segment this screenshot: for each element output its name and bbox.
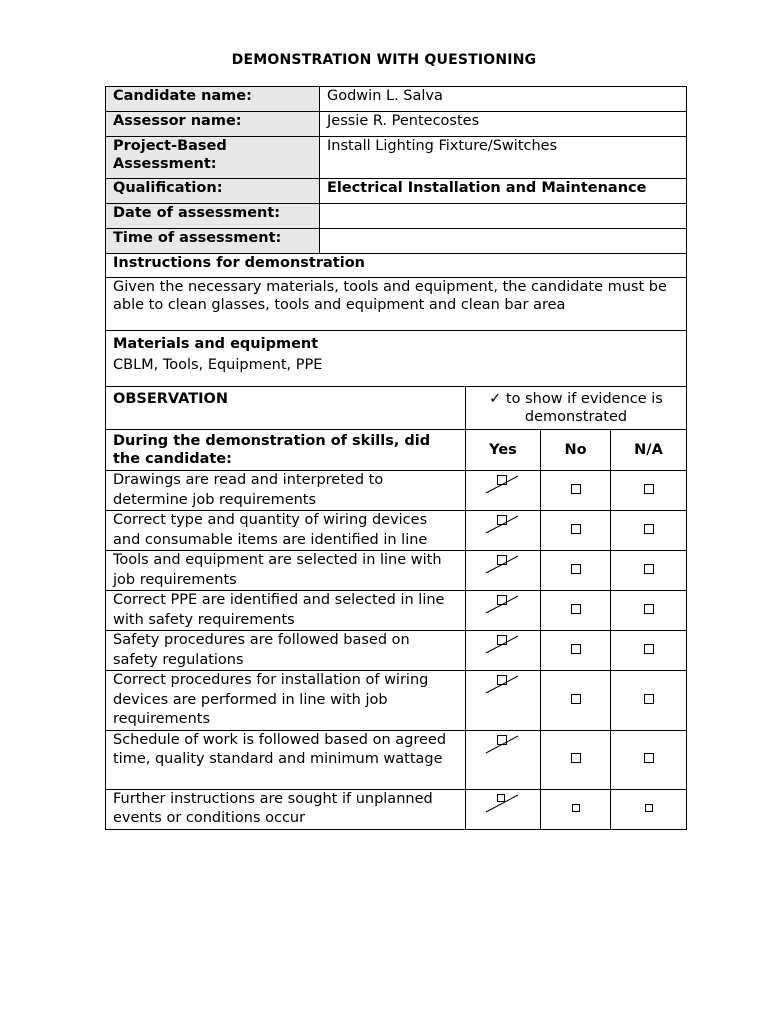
table-row xyxy=(106,511,687,551)
na-checkbox[interactable] xyxy=(644,694,654,704)
materials-row xyxy=(106,331,687,387)
na-cell xyxy=(611,631,687,671)
criterion-text: Further instructions are sought if unplanned events or conditions occur xyxy=(106,789,466,829)
instructions-heading: Instructions for demonstration xyxy=(106,254,687,278)
no-cell xyxy=(541,591,611,631)
table-row xyxy=(106,789,687,829)
na-checkbox[interactable] xyxy=(644,524,654,534)
project-value[interactable]: Install Lighting Fixture/Switches xyxy=(320,137,687,179)
check-mark-icon xyxy=(485,672,519,694)
criterion-text: Correct procedures for installation of wiring devices are performed in line with job requirements xyxy=(106,671,466,731)
instructions-text: Given the necessary materials, tools and equipment, the candidate must be able to clean glasses, tools and equipment and clean bar area xyxy=(106,278,687,331)
table-row xyxy=(106,631,687,671)
yes-cell xyxy=(466,511,541,551)
candidate-label: Candidate name: xyxy=(106,87,320,112)
no-checkbox[interactable] xyxy=(571,524,581,534)
yes-cell xyxy=(466,591,541,631)
candidate-row xyxy=(106,87,687,112)
materials-cell xyxy=(106,331,687,387)
instructions-text-row xyxy=(106,278,687,331)
yes-cell xyxy=(466,730,541,789)
check-mark-icon xyxy=(485,732,519,754)
time-label: Time of assessment: xyxy=(106,229,320,254)
observation-header-row xyxy=(106,387,687,430)
no-checkbox[interactable] xyxy=(571,564,581,574)
check-mark-icon xyxy=(485,552,519,574)
column-no: No xyxy=(541,430,611,471)
yes-cell xyxy=(466,631,541,671)
na-checkbox[interactable] xyxy=(645,804,653,812)
table-row xyxy=(106,671,687,731)
date-row xyxy=(106,204,687,229)
criterion-text: Drawings are read and interpreted to determine job requirements xyxy=(106,471,466,511)
no-checkbox[interactable] xyxy=(571,484,581,494)
qualification-row xyxy=(106,179,687,204)
yes-cell xyxy=(466,551,541,591)
yes-cell xyxy=(466,471,541,511)
check-mark-icon xyxy=(485,632,519,654)
no-cell xyxy=(541,671,611,731)
question-header-row xyxy=(106,430,687,471)
document-title: DEMONSTRATION WITH QUESTIONING xyxy=(231,52,537,68)
table-row xyxy=(106,730,687,789)
na-cell xyxy=(611,730,687,789)
no-cell xyxy=(541,551,611,591)
assessor-label: Assessor name: xyxy=(106,112,320,137)
table-row xyxy=(106,471,687,511)
question-text: During the demonstration of skills, did the candidate: xyxy=(106,430,466,471)
na-checkbox[interactable] xyxy=(644,644,654,654)
no-cell xyxy=(541,471,611,511)
criterion-text: Correct PPE are identified and selected in line with safety requirements xyxy=(106,591,466,631)
column-yes: Yes xyxy=(466,430,541,471)
criterion-text: Correct type and quantity of wiring devices and consumable items are identified in line xyxy=(106,511,466,551)
assessor-row xyxy=(106,112,687,137)
na-cell xyxy=(611,551,687,591)
na-cell xyxy=(611,471,687,511)
observation-items xyxy=(106,471,687,830)
na-cell xyxy=(611,591,687,631)
no-cell xyxy=(541,789,611,829)
no-checkbox[interactable] xyxy=(571,644,581,654)
no-checkbox[interactable] xyxy=(571,604,581,614)
time-value[interactable] xyxy=(320,229,687,254)
candidate-value[interactable]: Godwin L. Salva xyxy=(320,87,687,112)
na-checkbox[interactable] xyxy=(644,484,654,494)
no-cell xyxy=(541,631,611,671)
observation-heading: OBSERVATION xyxy=(106,387,466,430)
no-cell xyxy=(541,511,611,551)
check-mark-icon xyxy=(485,592,519,614)
na-cell xyxy=(611,511,687,551)
yes-cell xyxy=(466,789,541,829)
no-checkbox[interactable] xyxy=(572,804,580,812)
na-cell xyxy=(611,789,687,829)
na-cell xyxy=(611,671,687,731)
qualification-value[interactable]: Electrical Installation and Maintenance xyxy=(320,179,687,204)
project-row xyxy=(106,137,687,179)
materials-heading: Materials and equipment xyxy=(113,336,319,352)
assessment-form xyxy=(105,86,687,830)
criterion-text: Schedule of work is followed based on agreed time, quality standard and minimum wattage xyxy=(106,730,466,789)
date-value[interactable] xyxy=(320,204,687,229)
no-checkbox[interactable] xyxy=(571,694,581,704)
no-checkbox[interactable] xyxy=(571,753,581,763)
table-row xyxy=(106,591,687,631)
evidence-note: ✓ to show if evidence is demonstrated xyxy=(466,387,687,430)
table-row xyxy=(106,551,687,591)
check-mark-icon xyxy=(485,512,519,534)
yes-cell xyxy=(466,671,541,731)
qualification-label: Qualification: xyxy=(106,179,320,204)
na-checkbox[interactable] xyxy=(644,604,654,614)
no-cell xyxy=(541,730,611,789)
na-checkbox[interactable] xyxy=(644,564,654,574)
instructions-heading-row xyxy=(106,254,687,278)
time-row xyxy=(106,229,687,254)
project-label: Project-Based Assessment: xyxy=(106,137,320,179)
assessor-value[interactable]: Jessie R. Pentecostes xyxy=(320,112,687,137)
na-checkbox[interactable] xyxy=(644,753,654,763)
materials-text: CBLM, Tools, Equipment, PPE xyxy=(113,357,323,373)
date-label: Date of assessment: xyxy=(106,204,320,229)
criterion-text: Safety procedures are followed based on safety regulations xyxy=(106,631,466,671)
check-mark-icon xyxy=(485,791,519,813)
column-na: N/A xyxy=(611,430,687,471)
criterion-text: Tools and equipment are selected in line with job requirements xyxy=(106,551,466,591)
check-mark-icon xyxy=(485,472,519,494)
